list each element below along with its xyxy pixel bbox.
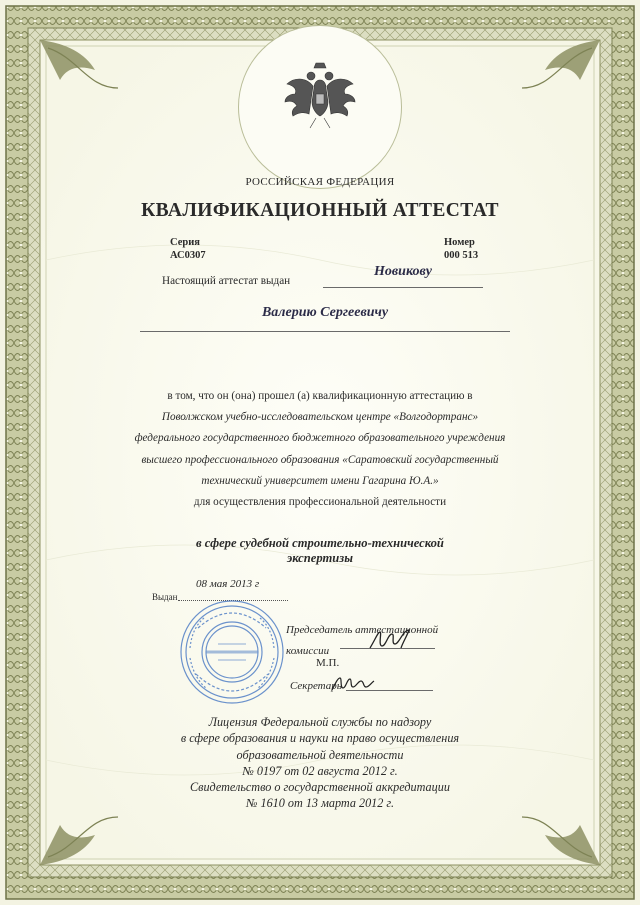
round-stamp-icon [178, 598, 286, 706]
chairman-title-2: комиссии [286, 645, 330, 657]
body-line-4: высшего профессионального образования «Саратовский государственный [141, 453, 499, 466]
certificate-title: КВАЛИФИКАЦИОННЫЙ АТТЕСТАТ [141, 200, 499, 221]
number-value: 000 513 [444, 250, 479, 261]
recipient-surname: Новикову [374, 264, 432, 279]
country-name: РОССИЙСКАЯ ФЕДЕРАЦИЯ [245, 176, 395, 188]
issue-date: 08 мая 2013 г [196, 578, 260, 590]
license-line-5: Свидетельство о государственной аккредитации [190, 780, 450, 795]
recipient-name: Валерию Сергеевичу [261, 305, 389, 320]
body-line-3: федерального государственного бюджетного образовательного учреждения [134, 432, 506, 445]
sphere-line-1: в сфере судебной строительно-технической [196, 536, 444, 550]
issue-label: Выдан [152, 592, 178, 602]
series-value: АС0307 [170, 250, 206, 261]
license-line-6: № 1610 от 13 марта 2012 г. [245, 796, 395, 811]
issued-to-label: Настоящий аттестат выдан [162, 275, 291, 287]
certificate-body [60, 386, 580, 513]
license-line-2: в сфере образования и науки на право осуществления [180, 731, 460, 746]
chairman-title: Председатель аттестационной [286, 624, 439, 636]
chairman-signature [366, 626, 416, 654]
license-line-3: образовательной деятельности [236, 747, 404, 762]
body-line-5: технический университет имени Гагарина Ю.А.» [201, 474, 439, 487]
series-block [170, 236, 206, 262]
secretary-signature [328, 674, 388, 696]
double-headed-eagle-icon [283, 62, 357, 132]
secretary-label: Секретарь [290, 680, 342, 692]
number-label: Номер [444, 237, 475, 248]
sphere-line-2: экспертизы [287, 551, 353, 565]
number-block [444, 236, 478, 262]
activity-sphere [60, 536, 580, 566]
license-line-4: № 0197 от 02 августа 2012 г. [242, 763, 398, 778]
surname-underline [323, 287, 483, 288]
license-line-1: Лицензия Федеральной службы по надзору [208, 715, 432, 729]
series-label: Серия [170, 237, 200, 248]
name-underline [140, 331, 510, 332]
body-line-2: Поволжском учебно-исследовательском центре «Волгодортранс» [161, 411, 479, 424]
body-line-6: для осуществления профессиональной деятельности [193, 496, 447, 509]
body-line-1: в том, что он (она) прошел (а) квалификационную аттестацию в [167, 390, 473, 402]
license-info [0, 714, 640, 812]
stamp-place-label: М.П. [316, 657, 340, 669]
